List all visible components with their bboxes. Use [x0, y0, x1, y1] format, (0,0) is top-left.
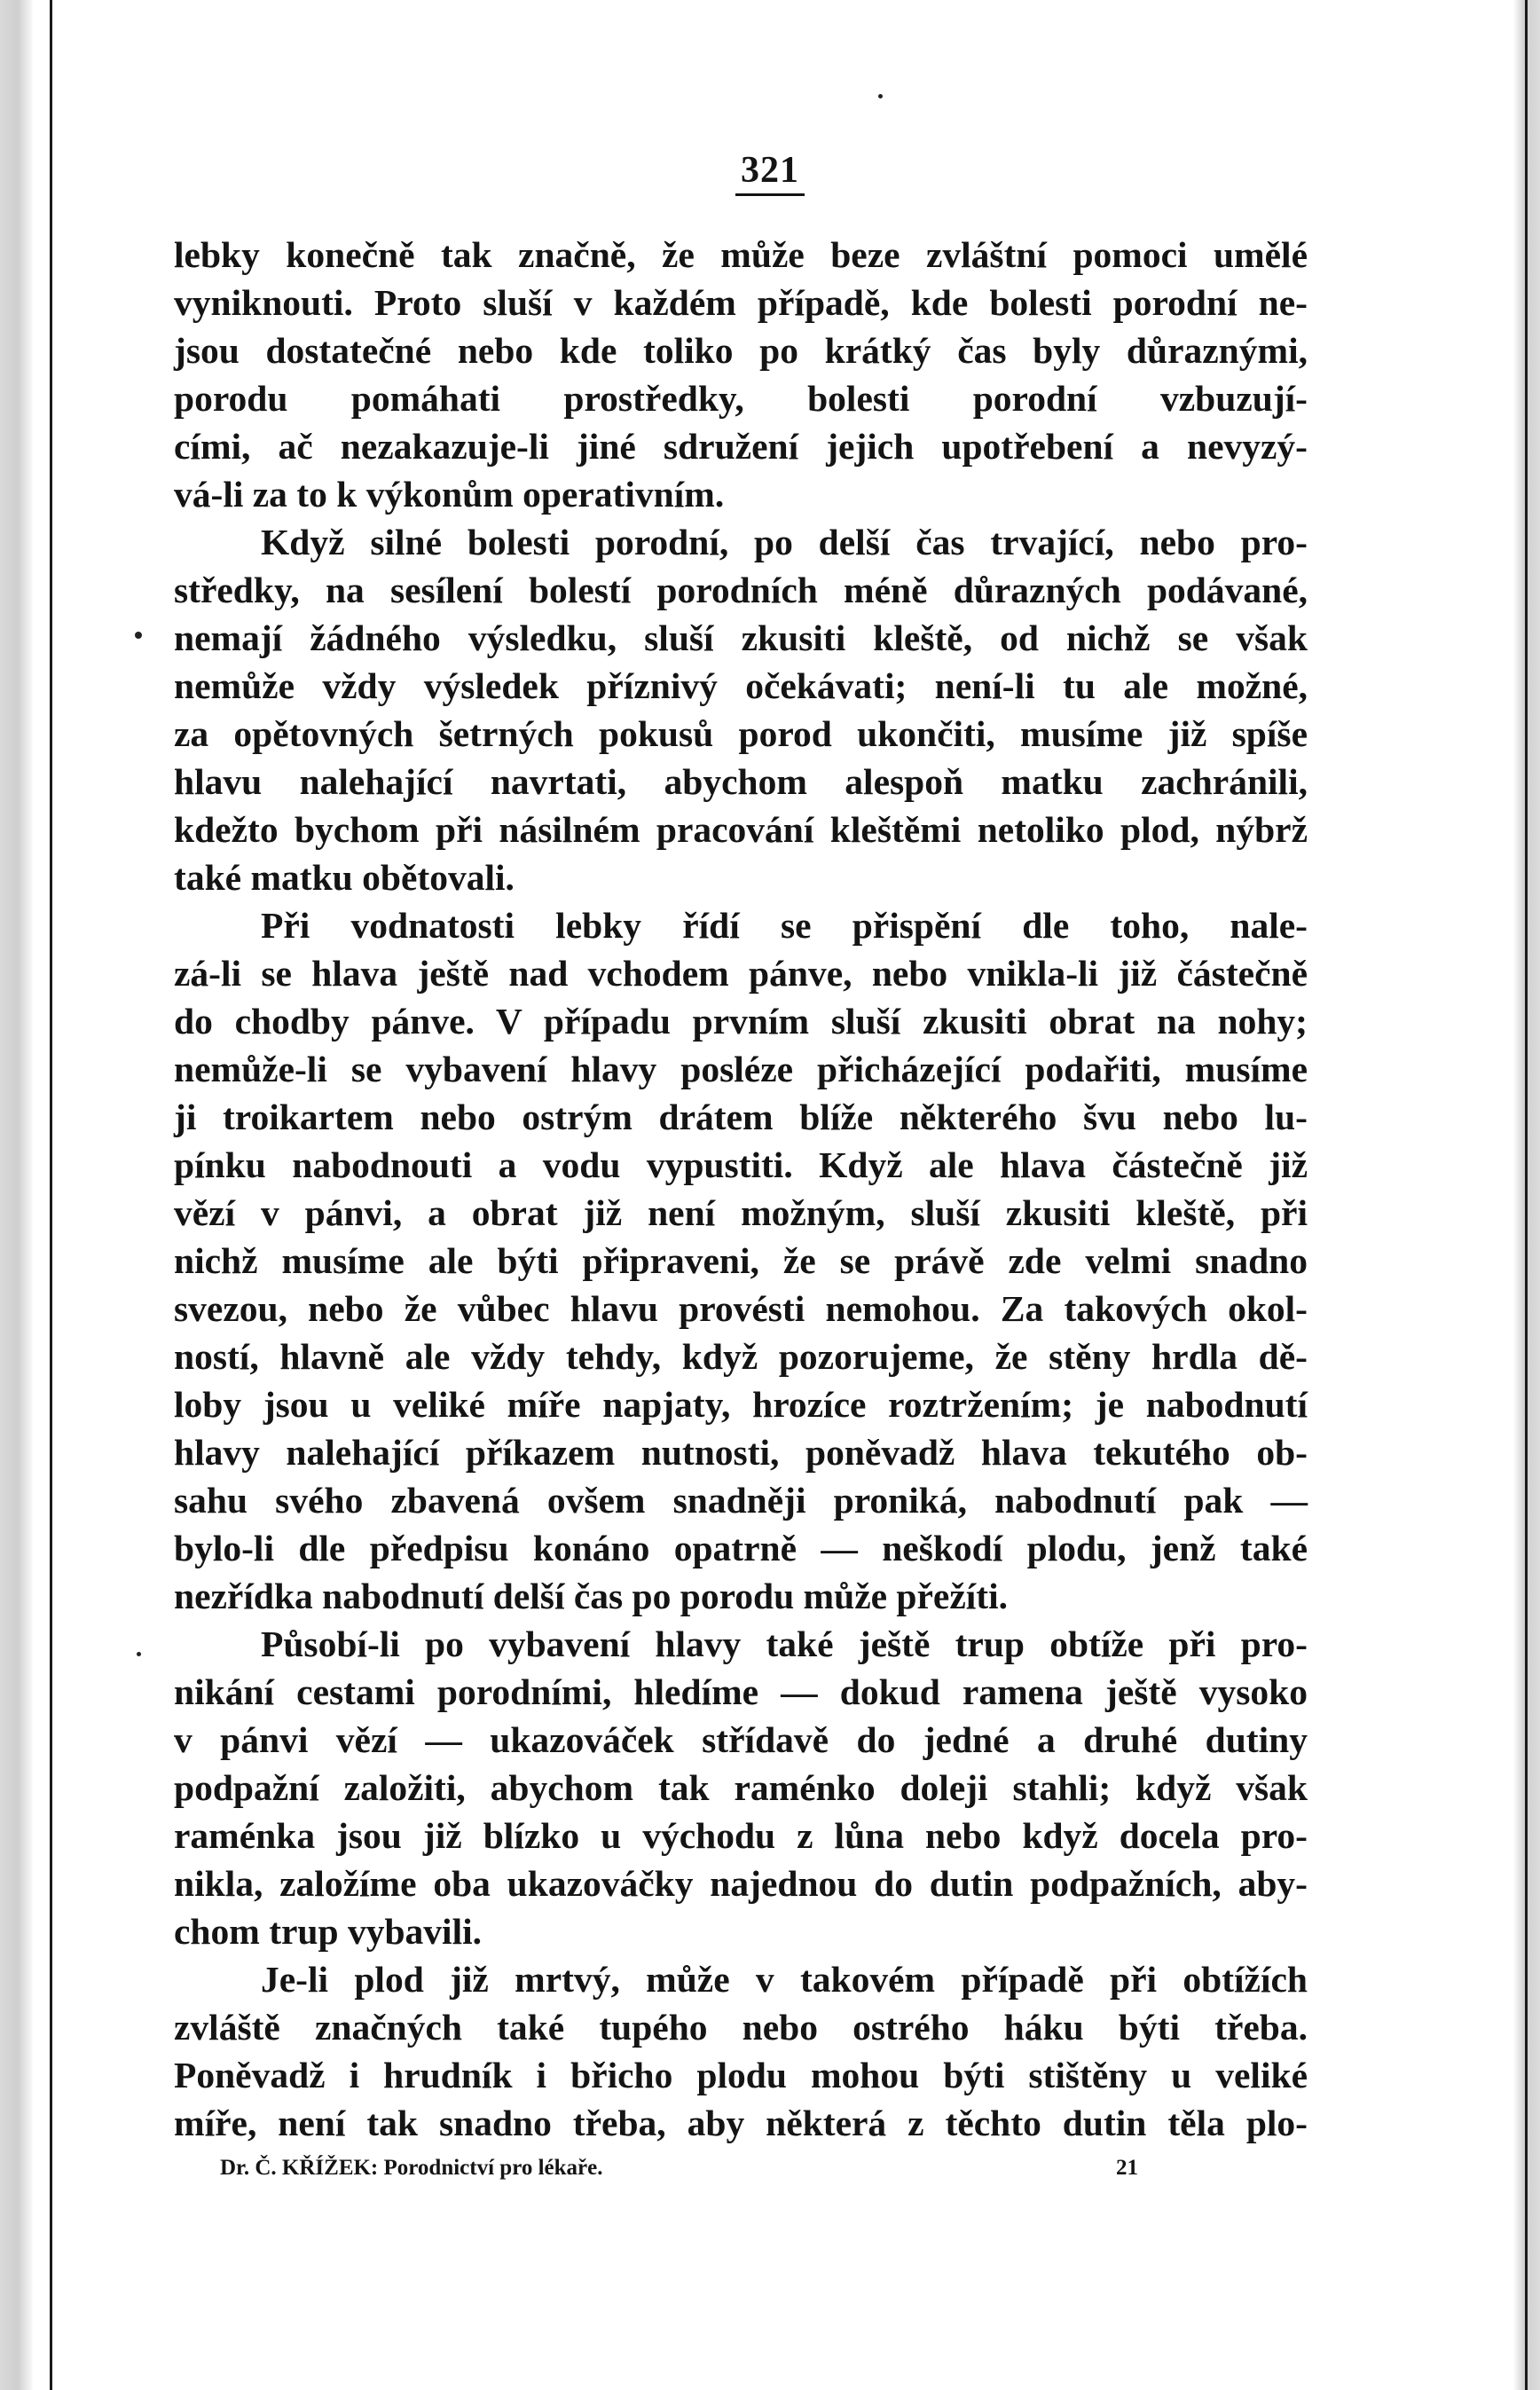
text-line: raménka jsou již blízko u východu z lůna nebo když docela pro-	[174, 1815, 1308, 1856]
text-line: hlavu nalehající navrtati, abychom alespoň matku zachránili,	[174, 761, 1308, 802]
text-line: pínku nabodnouti a vodu vypustiti. Když ale hlava částečně již	[174, 1144, 1308, 1185]
text-line: nemůže vždy výsledek příznivý očekávati; není-li tu ale možné,	[174, 665, 1308, 706]
text-line: podpažní založiti, abychom tak raménko doleji stahli; když však	[174, 1767, 1308, 1808]
scan-speck	[137, 1652, 141, 1656]
text-line: Při vodnatosti lebky řídí se přispění dle toho, nale-	[261, 905, 1308, 946]
text-line: zvláště značných také tupého nebo ostrého háku býti třeba.	[174, 2007, 1308, 2048]
text-line: jsou dostatečné nebo kde toliko po krátký čas byly důraznými,	[174, 330, 1308, 371]
text-line: Je-li plod již mrtvý, může v takovém případě při obtížích	[261, 1959, 1308, 2000]
text-line: míře, není tak snadno třeba, aby některá z těchto dutin těla plo-	[174, 2103, 1308, 2143]
text-line: také matku obětovali.	[174, 857, 515, 898]
text-line: bylo-li dle předpisu konáno opatrně — neškodí plodu, jenž také	[174, 1528, 1308, 1568]
text-line: svezou, nebo že vůbec hlavu provésti nemohou. Za takových okol-	[174, 1288, 1308, 1329]
text-line: Poněvadž i hrudník i břicho plodu mohou býti stištěny u veliké	[174, 2055, 1308, 2095]
text-line: středky, na sesílení bolestí porodních méně důrazných podávané,	[174, 570, 1308, 610]
text-line: loby jsou u veliké míře napjaty, hrozíce roztržením; je nabodnutí	[174, 1384, 1308, 1425]
text-line: nemají žádného výsledku, sluší zkusiti kleště, od nichž se však	[174, 617, 1308, 658]
text-line: vá-li za to k výkonům operativním.	[174, 474, 725, 515]
scan-left-edge	[0, 0, 34, 2390]
footer-author-title: Dr. Č. KŘÍŽEK: Porodnictví pro lékaře.	[220, 2156, 603, 2180]
text-line: vyniknouti. Proto sluší v každém případě, kde bolesti porodní ne-	[174, 282, 1308, 323]
text-line: Když silné bolesti porodní, po delší čas trvající, nebo pro-	[261, 522, 1308, 562]
text-line: do chodby pánve. V případu prvním sluší zkusiti obrat na nohy;	[174, 1001, 1308, 1042]
text-line: chom trup vybavili.	[174, 1911, 483, 1952]
scan-speck	[878, 94, 883, 98]
text-line: ností, hlavně ale vždy tehdy, když pozorujeme, že stěny hrdla dě-	[174, 1336, 1308, 1377]
text-line: Působí-li po vybavení hlavy také ještě trup obtíže při pro-	[261, 1623, 1308, 1664]
text-line: za opětovných šetrných pokusů porod ukončiti, musíme již spíše	[174, 713, 1308, 754]
text-line: ji troikartem nebo ostrým drátem blíže některého švu nebo lu-	[174, 1097, 1308, 1137]
page-footer	[220, 2156, 1134, 2181]
text-line: hlavy nalehající příkazem nutnosti, poněvadž hlava tekutého ob-	[174, 1432, 1308, 1473]
text-line: nichž musíme ale býti připraveni, že se právě zde velmi snadno	[174, 1240, 1308, 1281]
binding-gutter-line	[50, 0, 52, 2390]
text-line: cími, ač nezakazuje-li jiné sdružení jejich upotřebení a nevyzý-	[174, 426, 1308, 467]
text-line: v pánvi vězí — ukazováček střídavě do jedné a druhé dutiny	[174, 1719, 1308, 1760]
body-text	[174, 231, 1308, 2147]
text-line: porodu pomáhati prostředky, bolesti porodní vzbuzují-	[174, 378, 1308, 419]
scan-speck	[135, 632, 142, 639]
text-line: vězí v pánvi, a obrat již není možným, sluší zkusiti kleště, při	[174, 1192, 1308, 1233]
page-right-border	[1525, 0, 1528, 2390]
text-line: nemůže-li se vybavení hlavy posléze přicházející podařiti, musíme	[174, 1049, 1308, 1089]
text-line: kdežto bychom při násilném pracování kleštěmi netoliko plod, nýbrž	[174, 809, 1308, 850]
text-line: lebky konečně tak značně, že může beze zvláštní pomoci umělé	[174, 234, 1308, 275]
footer-signature-mark: 21	[1116, 2156, 1138, 2180]
page-number: 321	[0, 149, 1540, 196]
text-line: nikání cestami porodními, hledíme — dokud ramena ještě vysoko	[174, 1671, 1308, 1712]
text-line: sahu svého zbavená ovšem snadněji proniká, nabodnutí pak —	[174, 1480, 1308, 1521]
text-line: nikla, založíme oba ukazováčky najednou do dutin podpažních, aby-	[174, 1863, 1308, 1904]
text-line: zá-li se hlava ještě nad vchodem pánve, nebo vnikla-li již částečně	[174, 953, 1308, 994]
text-line: nezřídka nabodnutí delší čas po porodu může přežíti.	[174, 1576, 1009, 1616]
